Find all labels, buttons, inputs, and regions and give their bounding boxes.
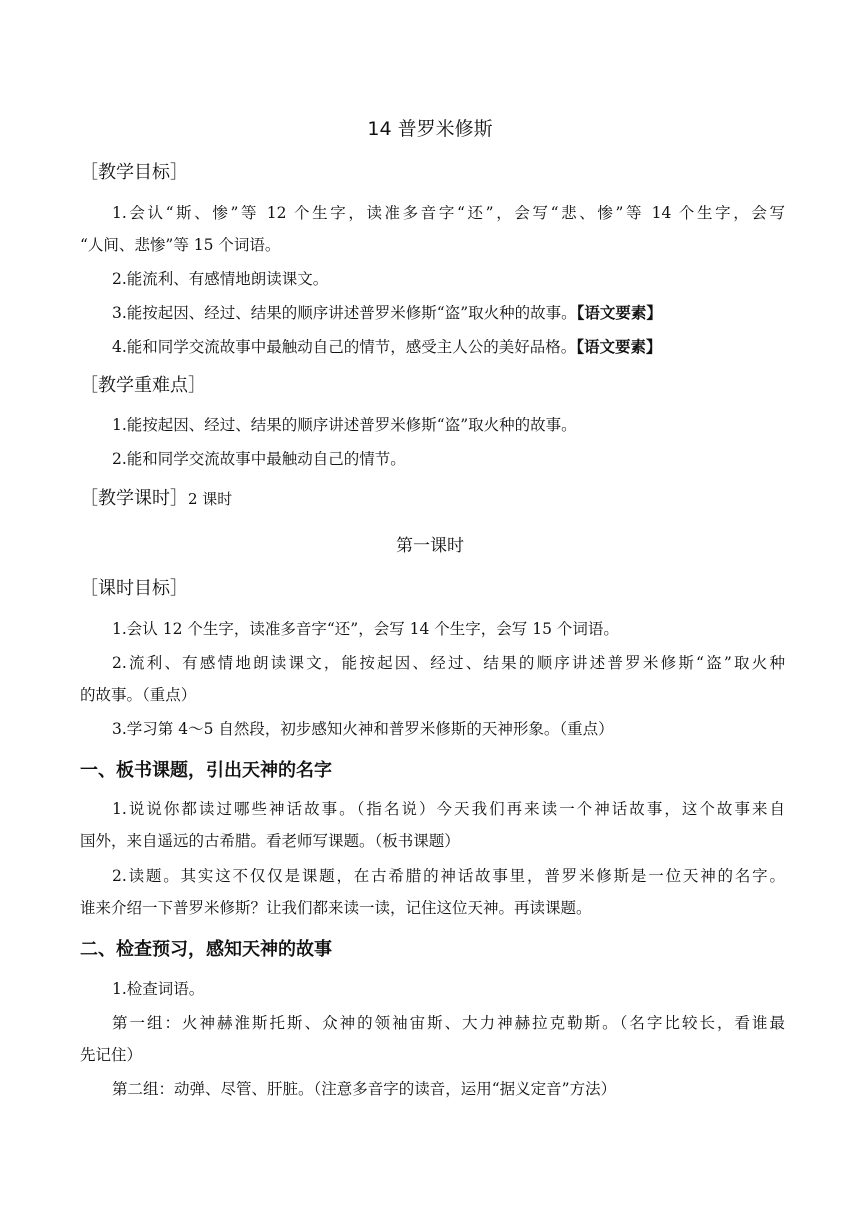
lesson-title: 14 普罗米修斯: [367, 118, 493, 140]
goal-3: [112, 301, 785, 325]
section-2-group-2: 第二组：动弹、尽管、肝脏。（注意多音字的读音，运用“据义定音”方法）: [112, 1080, 617, 1098]
section-2-heading: 二、检查预习，感知天神的故事: [80, 939, 332, 960]
lesson-goal-2-line-1: 2.流利、有感情地朗读课文，能按起因、经过、结果的顺序讲述普罗米修斯“盗”取火种: [112, 654, 785, 672]
lesson-goal-1: 1.会认 12 个生字，读准多音字“还”，会写 14 个生字，会写 15 个词语。: [112, 620, 619, 638]
goal-1-line-2: “人间、悲惨”等 15 个词语。: [80, 236, 281, 254]
section-1-paragraph-2-line-1: 2.读题。其实这不仅仅是课题，在古希腊的神话故事里，普罗米修斯是一位天神的名字。: [112, 867, 785, 885]
section-1-paragraph-1-line-1: 1.说说你都读过哪些神话故事。（指名说）今天我们再来读一个神话故事，这个故事来自: [112, 800, 785, 818]
key-points-heading: ［教学重难点］: [80, 375, 206, 396]
lesson-goal-2-line-2: 的故事。（重点）: [80, 686, 197, 704]
lesson-goal-3: 3.学习第 4～5 自然段，初步感知火神和普罗米修斯的天神形象。（重点）: [112, 720, 614, 738]
lesson-period-title: 第一课时: [396, 536, 464, 556]
goal-4-tag: 【语文要素】: [576, 337, 662, 356]
goal-2: 2.能流利、有感情地朗读课文。: [112, 270, 329, 288]
goal-3-text: 3.能按起因、经过、结果的顺序讲述普罗米修斯“盗”取火种的故事。: [112, 304, 577, 322]
key-point-1: 1.能按起因、经过、结果的顺序讲述普罗米修斯“盗”取火种的故事。: [112, 416, 577, 434]
lesson-goals-heading: ［课时目标］: [80, 578, 188, 599]
goal-4-text: 4.能和同学交流故事中最触动自己的情节，感受主人公的美好品格。: [112, 338, 577, 356]
key-point-2: 2.能和同学交流故事中最触动自己的情节。: [112, 450, 406, 468]
class-hours-heading: ［教学课时］: [80, 488, 188, 509]
teaching-goals-heading: ［教学目标］: [80, 162, 188, 183]
section-1-heading: 一、板书课题，引出天神的名字: [80, 760, 332, 781]
section-1-paragraph-1-line-2: 国外，来自遥远的古希腊。看老师写课题。（板书课题）: [80, 832, 460, 850]
goal-3-tag: 【语文要素】: [576, 303, 662, 322]
section-2-group-1-line-1: 第一组：火神赫淮斯托斯、众神的领袖宙斯、大力神赫拉克勒斯。（名字比较长，看谁最: [112, 1014, 785, 1032]
class-hours-value: 2 课时: [188, 490, 233, 508]
goal-1-line-1: 1.会认“斯、惨”等 12 个生字，读准多音字“还”，会写“悲、惨”等 14 个生字，会写: [112, 204, 785, 222]
section-2-paragraph-1: 1.检查词语。: [112, 980, 205, 998]
goal-4: [112, 335, 785, 359]
class-hours: [80, 485, 232, 513]
section-1-paragraph-2-line-2: 谁来介绍一下普罗米修斯？让我们都来读一读，记住这位天神。再读课题。: [80, 899, 592, 917]
section-2-group-1-line-2: 先记住）: [80, 1046, 143, 1064]
